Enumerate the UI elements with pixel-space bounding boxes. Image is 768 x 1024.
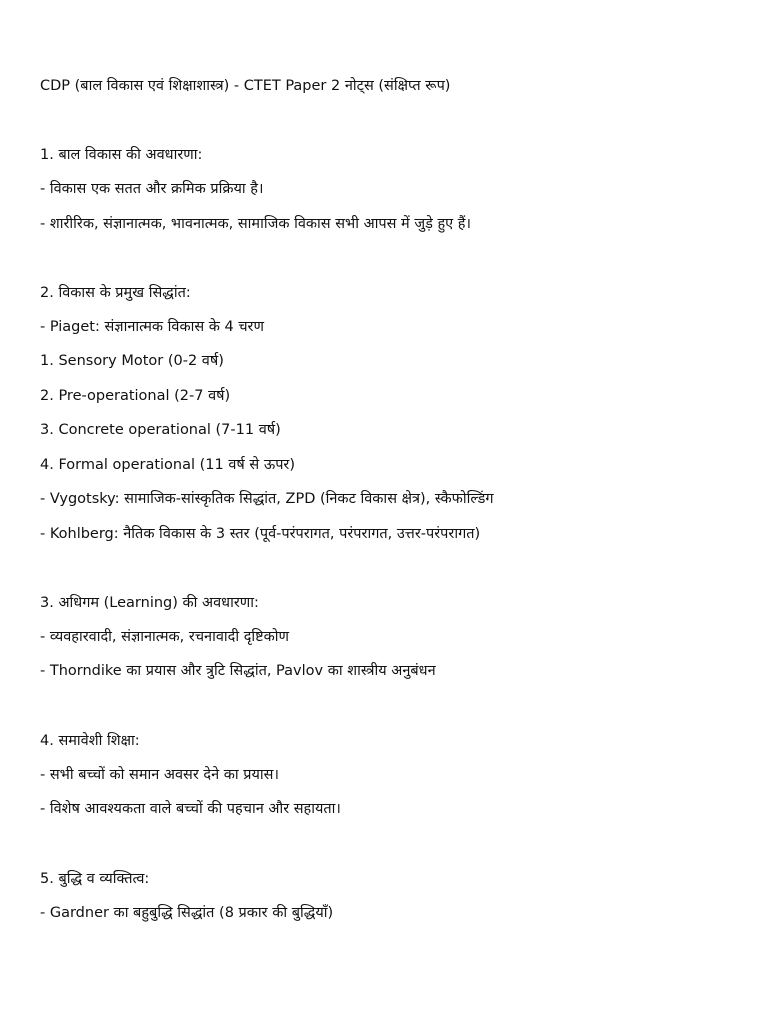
list-item: - Gardner का बहुबुद्धि सिद्धांत (8 प्रकार की बुद्धियाँ) [40, 905, 334, 921]
list-item: 2. Pre-operational (2-7 वर्ष) [40, 388, 231, 404]
list-item: - Vygotsky: सामाजिक-सांस्कृतिक सिद्धांत, ZPD (निकट विकास क्षेत्र), स्कैफोल्डिंग [40, 491, 494, 507]
list-item: 4. Formal operational (11 वर्ष से ऊपर) [40, 457, 296, 473]
list-item: - विशेष आवश्यकता वाले बच्चों की पहचान और सहायता। [40, 801, 341, 817]
list-item: - Kohlberg: नैतिक विकास के 3 स्तर (पूर्व-परंपरागत, परंपरागत, उत्तर-परंपरागत) [40, 526, 481, 542]
list-item: - व्यवहारवादी, संज्ञानात्मक, रचनावादी दृष्टिकोण [40, 629, 290, 645]
list-item: - शारीरिक, संज्ञानात्मक, भावनात्मक, सामाजिक विकास सभी आपस में जुड़े हुए हैं। [40, 216, 471, 232]
document-title: CDP (बाल विकास एवं शिक्षाशास्त्र) - CTET Paper 2 नोट्स (संक्षिप्त रूप) [40, 78, 451, 94]
section-heading: 1. बाल विकास की अवधारणा: [40, 147, 203, 163]
section-heading: 3. अधिगम (Learning) की अवधारणा: [40, 595, 259, 611]
list-item: 3. Concrete operational (7-11 वर्ष) [40, 422, 281, 438]
section-heading: 5. बुद्धि व व्यक्तित्व: [40, 871, 150, 887]
section-heading: 2. विकास के प्रमुख सिद्धांत: [40, 285, 191, 301]
section-heading: 4. समावेशी शिक्षा: [40, 733, 140, 749]
list-item: 1. Sensory Motor (0-2 वर्ष) [40, 353, 224, 369]
list-item: - सभी बच्चों को समान अवसर देने का प्रयास। [40, 767, 279, 783]
list-item: - Thorndike का प्रयास और त्रुटि सिद्धांत, Pavlov का शास्त्रीय अनुबंधन [40, 663, 436, 679]
list-item: - विकास एक सतत और क्रमिक प्रक्रिया है। [40, 181, 264, 197]
list-item: - Piaget: संज्ञानात्मक विकास के 4 चरण [40, 319, 264, 335]
